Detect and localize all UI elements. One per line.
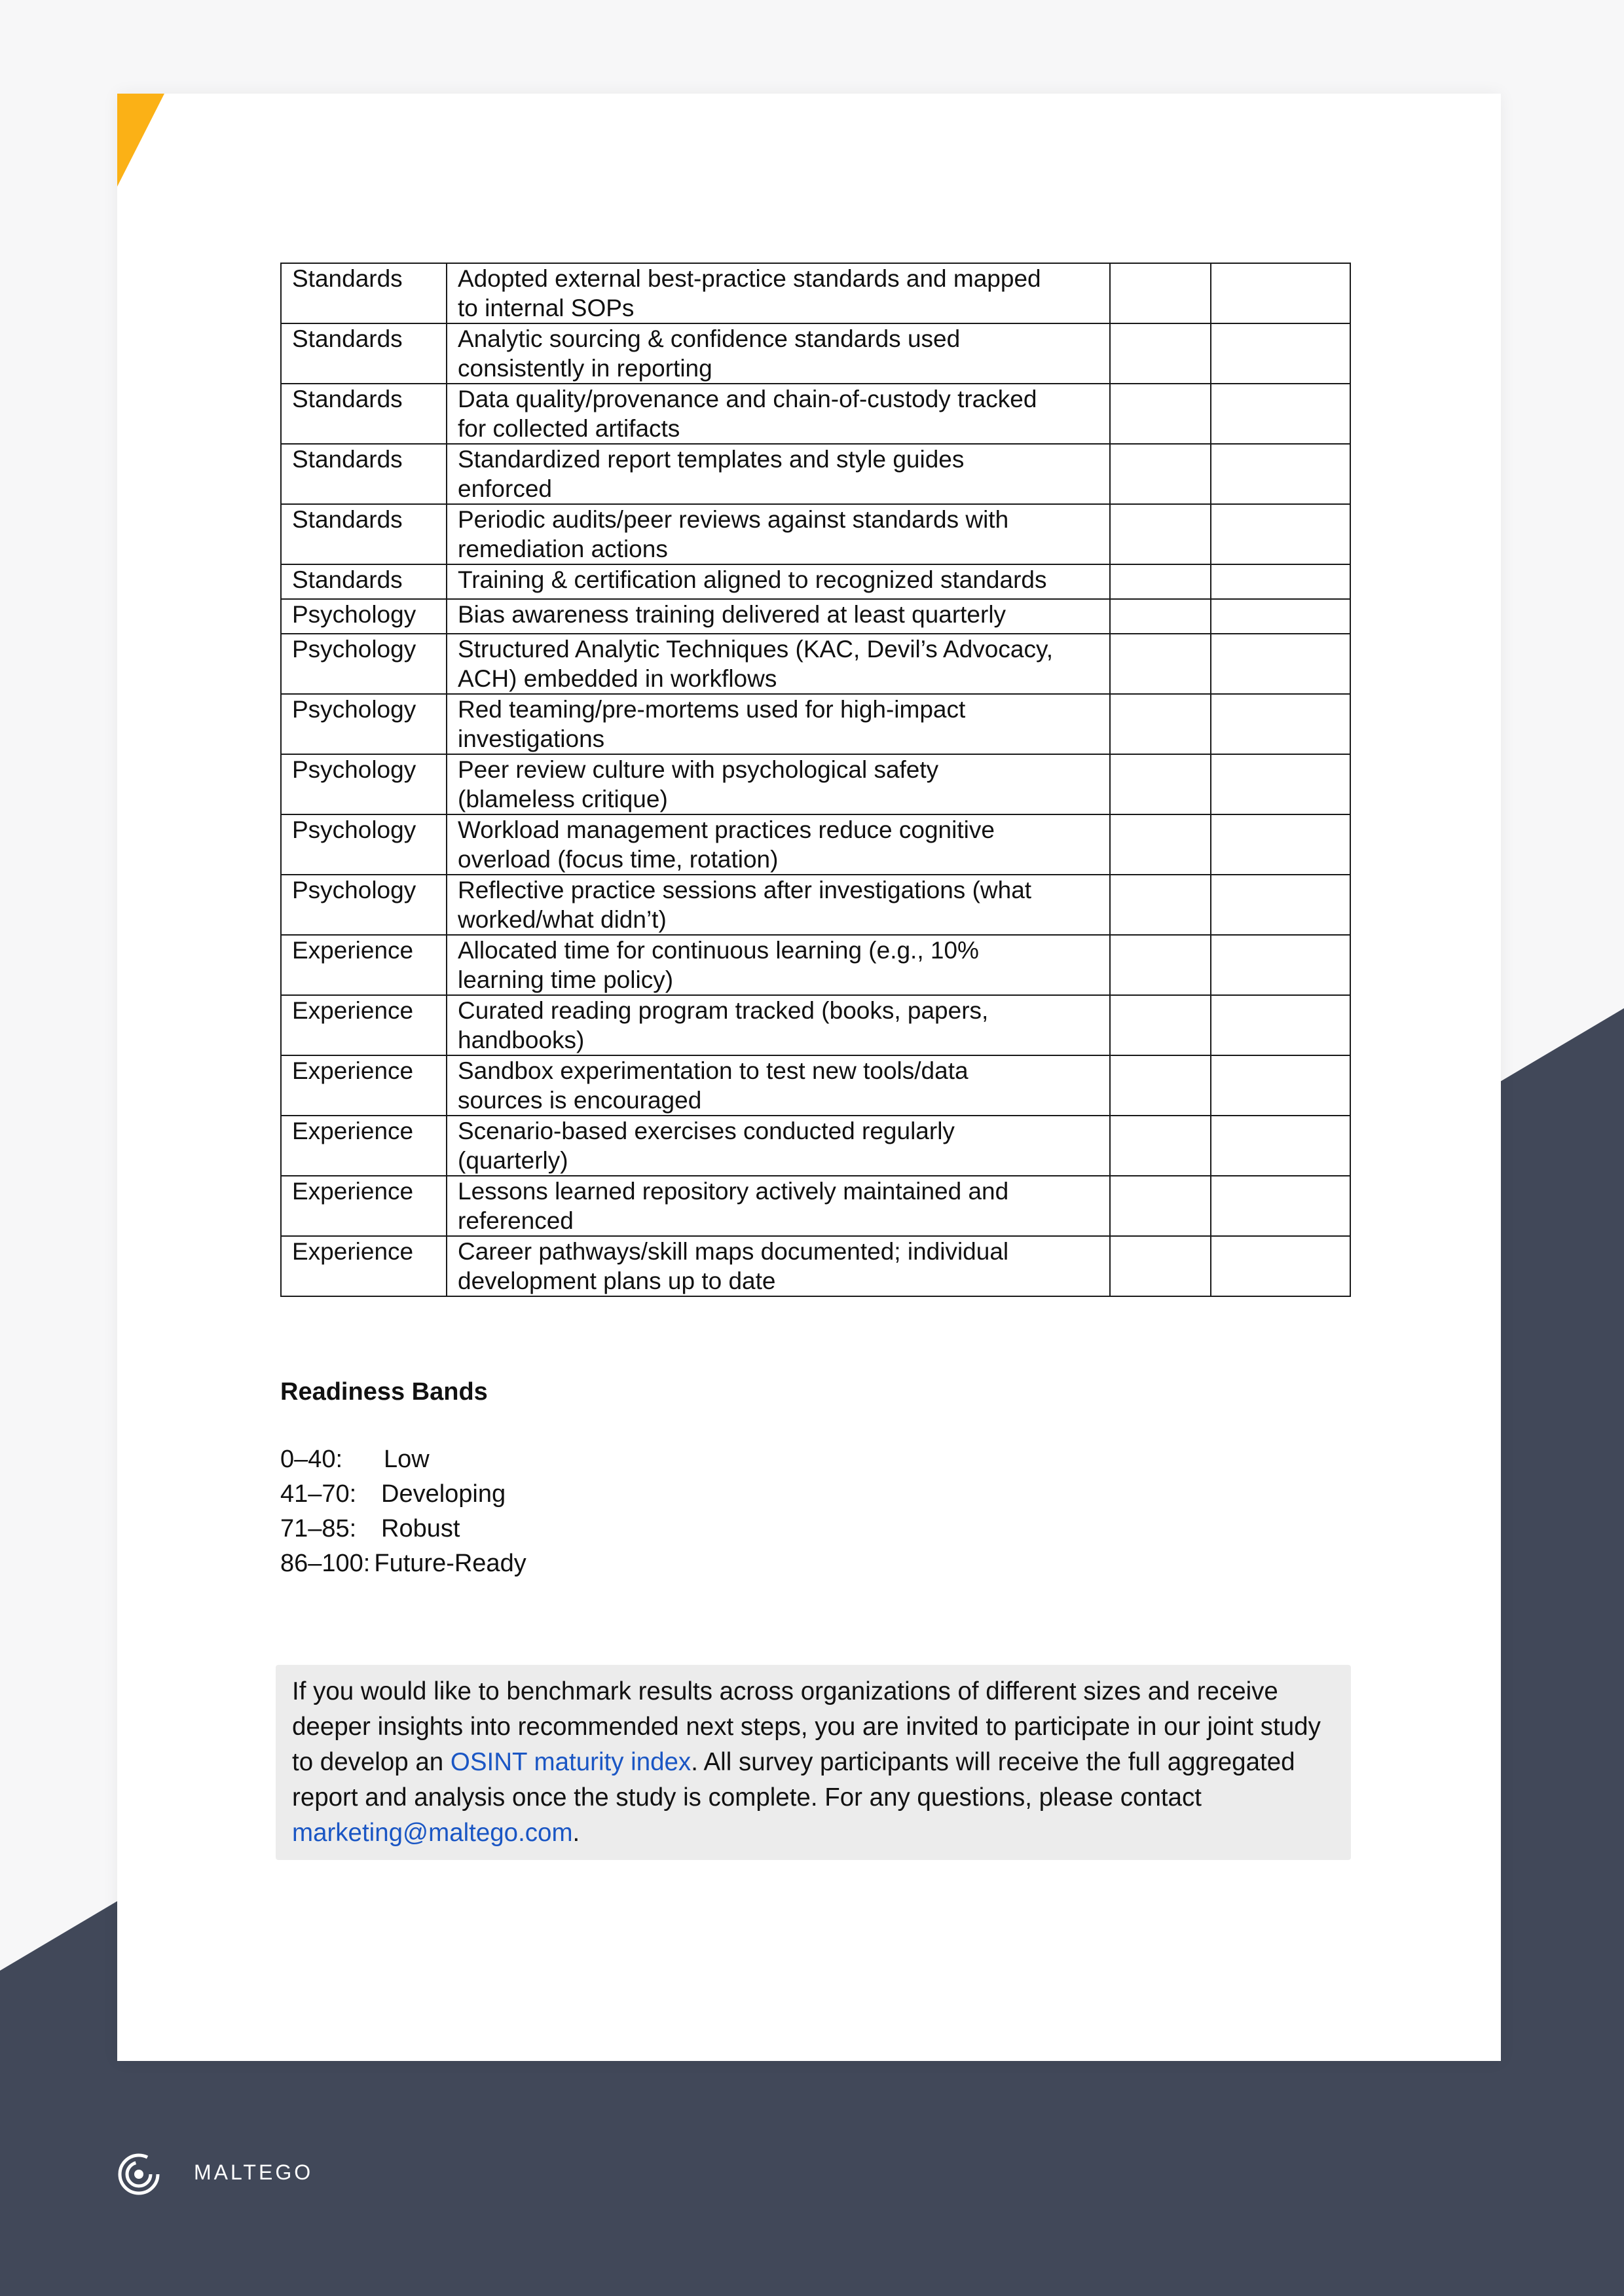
practice-cell [447, 935, 1110, 995]
score-cell-b[interactable] [1211, 935, 1350, 995]
practice-line: consistently in reporting [458, 355, 712, 382]
practice-cell [447, 814, 1110, 875]
score-cell-a[interactable] [1110, 694, 1211, 754]
practice-line: ACH) embedded in workflows [458, 665, 777, 692]
category-cell: Psychology [281, 754, 447, 814]
corner-accent [117, 94, 164, 187]
table-row [281, 384, 1350, 444]
category-cell: Experience [281, 1236, 447, 1296]
table-row [281, 694, 1350, 754]
callout-text: . [572, 1819, 580, 1847]
practice-line: Lessons learned repository actively maintained and [458, 1178, 1009, 1205]
category-cell: Psychology [281, 634, 447, 694]
practice-cell [447, 995, 1110, 1055]
practice-cell [447, 384, 1110, 444]
practice-line: Sandbox experimentation to test new tools/data [458, 1057, 969, 1084]
readiness-bands-title: Readiness Bands [280, 1378, 488, 1406]
score-cell-b[interactable] [1211, 323, 1350, 384]
score-cell-b[interactable] [1211, 754, 1350, 814]
practice-line: enforced [458, 475, 552, 502]
score-cell-b[interactable] [1211, 634, 1350, 694]
readiness-band [280, 1442, 526, 1477]
table-row [281, 1116, 1350, 1176]
band-range: 71–85: [280, 1515, 357, 1542]
score-cell-a[interactable] [1110, 323, 1211, 384]
practice-line: handbooks) [458, 1027, 585, 1053]
category-cell: Standards [281, 504, 447, 564]
practice-cell [447, 564, 1110, 599]
score-cell-b[interactable] [1211, 1055, 1350, 1116]
table-row [281, 599, 1350, 634]
category-cell: Experience [281, 995, 447, 1055]
practice-cell [447, 1116, 1110, 1176]
category-cell: Experience [281, 1176, 447, 1236]
readiness-band [280, 1546, 526, 1581]
band-range: 86–100: [280, 1550, 371, 1577]
score-cell-b[interactable] [1211, 814, 1350, 875]
callout-text: If you would like to benchmark results across organizations of different sizes and receive deeper insights into recommended next steps, you are invited to participate in our joint study to develop an [292, 1677, 1321, 1776]
score-cell-b[interactable] [1211, 263, 1350, 323]
practice-line: Scenario-based exercises conducted regularly [458, 1118, 955, 1144]
category-cell: Psychology [281, 599, 447, 634]
practice-line: Standardized report templates and style guides [458, 446, 965, 473]
practice-line: Red teaming/pre-mortems used for high-impact [458, 696, 966, 723]
category-cell: Experience [281, 935, 447, 995]
marketing-email-link[interactable]: marketing@maltego.com [292, 1819, 573, 1847]
practice-cell [447, 599, 1110, 634]
score-cell-a[interactable] [1110, 384, 1211, 444]
score-cell-a[interactable] [1110, 1236, 1211, 1296]
table-row [281, 564, 1350, 599]
band-range: 0–40: [280, 1446, 343, 1473]
practice-line: to internal SOPs [458, 295, 635, 321]
practice-cell [447, 1055, 1110, 1116]
practice-line: Structured Analytic Techniques (KAC, Devil’s Advocacy, [458, 636, 1053, 663]
practice-cell [447, 634, 1110, 694]
practice-line: Curated reading program tracked (books, papers, [458, 997, 989, 1024]
score-cell-a[interactable] [1110, 634, 1211, 694]
score-cell-b[interactable] [1211, 599, 1350, 634]
table-row [281, 1236, 1350, 1296]
readiness-bands-list [280, 1442, 526, 1581]
band-label: Developing [381, 1480, 506, 1508]
assessment-table-body [281, 263, 1350, 1296]
table-row [281, 1176, 1350, 1236]
table-row [281, 504, 1350, 564]
document-page [117, 94, 1501, 2061]
band-range: 41–70: [280, 1480, 357, 1508]
osint-maturity-index-link[interactable]: OSINT maturity index [450, 1748, 692, 1776]
category-cell: Standards [281, 323, 447, 384]
score-cell-a[interactable] [1110, 935, 1211, 995]
maltego-logo-icon [117, 2152, 161, 2196]
score-cell-b[interactable] [1211, 1236, 1350, 1296]
score-cell-a[interactable] [1110, 1116, 1211, 1176]
practice-line: Analytic sourcing & confidence standards used [458, 325, 961, 352]
table-row [281, 935, 1350, 995]
practice-line: (quarterly) [458, 1147, 568, 1174]
practice-line: learning time policy) [458, 966, 674, 993]
score-cell-b[interactable] [1211, 444, 1350, 504]
table-row [281, 875, 1350, 935]
table-row [281, 323, 1350, 384]
category-cell: Psychology [281, 814, 447, 875]
category-cell: Psychology [281, 875, 447, 935]
practice-cell [447, 504, 1110, 564]
category-cell: Psychology [281, 694, 447, 754]
practice-line: sources is encouraged [458, 1087, 702, 1114]
practice-line: Allocated time for continuous learning (e.g., 10% [458, 937, 979, 964]
score-cell-b[interactable] [1211, 995, 1350, 1055]
score-cell-a[interactable] [1110, 444, 1211, 504]
readiness-band [280, 1512, 526, 1546]
practice-cell [447, 1236, 1110, 1296]
practice-line: Bias awareness training delivered at least quarterly [458, 601, 1006, 628]
table-row [281, 1055, 1350, 1116]
score-cell-b[interactable] [1211, 384, 1350, 444]
callout-text: . All survey participants will receive the full aggregated report and analysis once the study is complete. For any questions, please contact [292, 1748, 1295, 1812]
practice-line: Peer review culture with psychological safety [458, 756, 939, 783]
practice-cell [447, 323, 1110, 384]
score-cell-b[interactable] [1211, 564, 1350, 599]
table-row [281, 754, 1350, 814]
category-cell: Experience [281, 1116, 447, 1176]
table-row [281, 814, 1350, 875]
table-row [281, 634, 1350, 694]
practice-line: Data quality/provenance and chain-of-custody tracked [458, 386, 1037, 412]
practice-line: investigations [458, 725, 605, 752]
band-label: Future-Ready [374, 1550, 526, 1577]
score-cell-a[interactable] [1110, 1176, 1211, 1236]
practice-line: worked/what didn’t) [458, 906, 667, 933]
practice-cell [447, 1176, 1110, 1236]
score-cell-b[interactable] [1211, 694, 1350, 754]
footer-brand: MALTEGO [194, 2160, 314, 2184]
practice-line: development plans up to date [458, 1267, 776, 1294]
score-cell-a[interactable] [1110, 599, 1211, 634]
category-cell: Standards [281, 384, 447, 444]
category-cell: Standards [281, 444, 447, 504]
practice-line: Reflective practice sessions after investigations (what [458, 877, 1032, 903]
score-cell-a[interactable] [1110, 504, 1211, 564]
category-cell: Experience [281, 1055, 447, 1116]
score-cell-a[interactable] [1110, 754, 1211, 814]
study-callout [276, 1665, 1351, 1860]
score-cell-b[interactable] [1211, 1116, 1350, 1176]
score-cell-a[interactable] [1110, 995, 1211, 1055]
score-cell-a[interactable] [1110, 263, 1211, 323]
practice-line: Periodic audits/peer reviews against standards with [458, 506, 1009, 533]
practice-line: remediation actions [458, 536, 668, 562]
table-row [281, 444, 1350, 504]
practice-cell [447, 263, 1110, 323]
practice-line: for collected artifacts [458, 415, 680, 442]
table-row [281, 995, 1350, 1055]
practice-line: overload (focus time, rotation) [458, 846, 779, 873]
category-cell: Standards [281, 564, 447, 599]
practice-line: Training & certification aligned to recognized standards [458, 566, 1047, 593]
practice-line: (blameless critique) [458, 786, 668, 812]
assessment-table [280, 263, 1351, 1297]
score-cell-a[interactable] [1110, 875, 1211, 935]
band-label: Low [384, 1446, 430, 1473]
band-label: Robust [381, 1515, 460, 1542]
practice-cell [447, 444, 1110, 504]
score-cell-a[interactable] [1110, 1055, 1211, 1116]
practice-line: Workload management practices reduce cognitive [458, 816, 995, 843]
category-cell: Standards [281, 263, 447, 323]
score-cell-b[interactable] [1211, 504, 1350, 564]
practice-line: Career pathways/skill maps documented; individual [458, 1238, 1009, 1265]
practice-line: referenced [458, 1207, 574, 1234]
practice-cell [447, 694, 1110, 754]
practice-cell [447, 875, 1110, 935]
score-cell-b[interactable] [1211, 875, 1350, 935]
score-cell-a[interactable] [1110, 564, 1211, 599]
score-cell-b[interactable] [1211, 1176, 1350, 1236]
readiness-band [280, 1477, 526, 1512]
practice-line: Adopted external best-practice standards and mapped [458, 265, 1041, 292]
score-cell-a[interactable] [1110, 814, 1211, 875]
practice-cell [447, 754, 1110, 814]
table-row [281, 263, 1350, 323]
